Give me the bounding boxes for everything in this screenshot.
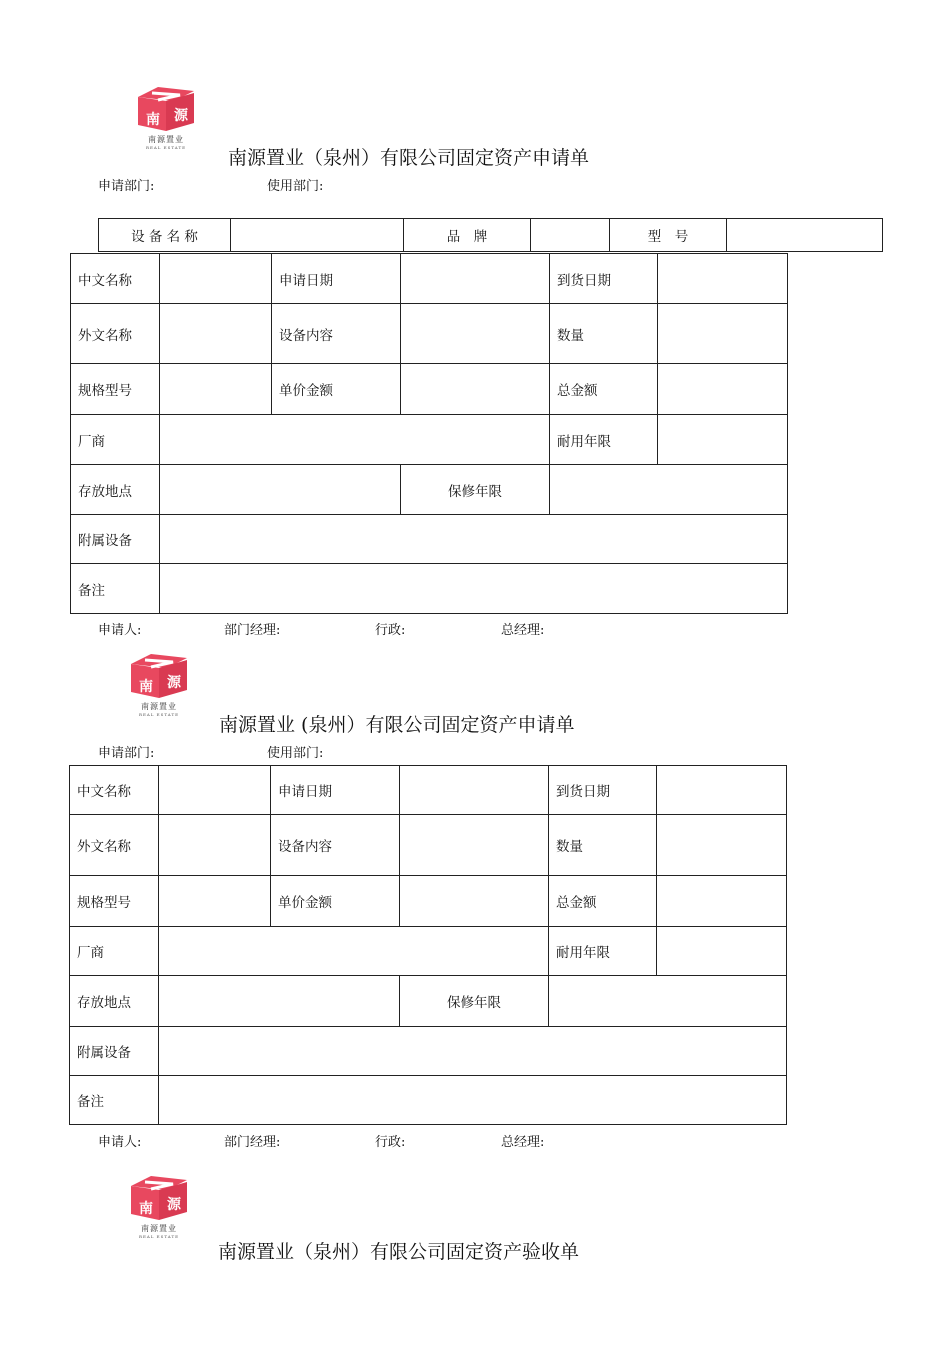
location-field[interactable]: [160, 465, 401, 515]
company-logo: [127, 650, 191, 717]
total-amount-label: 总金额: [550, 364, 658, 415]
spec-model-field[interactable]: [159, 876, 271, 927]
warranty-label: 保修年限: [400, 976, 549, 1027]
brand-field[interactable]: [531, 219, 610, 252]
service-life-field[interactable]: [657, 927, 787, 976]
manufacturer-field[interactable]: [160, 415, 550, 465]
cn-name-field[interactable]: [159, 766, 271, 815]
remarks-label: 备注: [70, 1076, 159, 1125]
service-life-label: 耐用年限: [549, 927, 657, 976]
manufacturer-label: 厂商: [71, 415, 160, 465]
equipment-name-field[interactable]: [231, 219, 404, 252]
accessories-label: 附属设备: [70, 1027, 159, 1076]
form1-equipment-row: [98, 218, 883, 252]
logo-english-text: REAL ESTATE: [145, 145, 187, 150]
quantity-label: 数量: [549, 815, 657, 876]
equip-content-label: 设备内容: [272, 304, 401, 364]
form1-dept-manager-label: 部门经理:: [224, 623, 281, 638]
apply-date-field[interactable]: [401, 254, 550, 304]
logo-chinese-text: 南源置业: [148, 135, 184, 144]
quantity-label: 数量: [550, 304, 658, 364]
unit-price-field[interactable]: [401, 364, 550, 415]
brand-label: 品 牌: [404, 219, 531, 252]
remarks-field[interactable]: [160, 564, 788, 614]
logo-glyph-1: 南: [139, 1201, 153, 1217]
accessories-field[interactable]: [160, 515, 788, 564]
total-amount-field[interactable]: [657, 876, 787, 927]
arrival-date-field[interactable]: [658, 254, 788, 304]
cn-name-label: 中文名称: [71, 254, 160, 304]
remarks-field[interactable]: [159, 1076, 787, 1125]
logo-glyph-1: 南: [139, 679, 153, 695]
unit-price-field[interactable]: [400, 876, 549, 927]
quantity-field[interactable]: [658, 304, 788, 364]
foreign-name-field[interactable]: [160, 304, 272, 364]
logo-glyph-2: 源: [167, 675, 181, 691]
cn-name-label: 中文名称: [70, 766, 159, 815]
form2-table: [69, 765, 787, 1125]
form2-gm-label: 总经理:: [501, 1135, 545, 1150]
form2-dept-manager-label: 部门经理:: [224, 1135, 281, 1150]
cn-name-field[interactable]: [160, 254, 272, 304]
logo-glyph-2: 源: [174, 108, 188, 124]
service-life-label: 耐用年限: [550, 415, 658, 465]
location-field[interactable]: [159, 976, 400, 1027]
apply-date-label: 申请日期: [271, 766, 400, 815]
service-life-field[interactable]: [658, 415, 788, 465]
accessories-field[interactable]: [159, 1027, 787, 1076]
total-amount-label: 总金额: [549, 876, 657, 927]
company-logo: [134, 83, 198, 150]
logo-glyph-1: 南: [146, 112, 160, 128]
equip-content-label: 设备内容: [271, 815, 400, 876]
form1-title: 南源置业（泉州）有限公司固定资产申请单: [228, 147, 590, 169]
warranty-field[interactable]: [550, 465, 788, 515]
logo-chinese-text: 南源置业: [141, 702, 177, 711]
unit-price-label: 单价金额: [271, 876, 400, 927]
foreign-name-field[interactable]: [159, 815, 271, 876]
arrival-date-label: 到货日期: [550, 254, 658, 304]
form1-admin-label: 行政:: [375, 623, 406, 638]
arrival-date-label: 到货日期: [549, 766, 657, 815]
form2-use-dept-label: 使用部门:: [267, 746, 324, 761]
model-field[interactable]: [727, 219, 883, 252]
remarks-label: 备注: [71, 564, 160, 614]
form3-title: 南源置业（泉州）有限公司固定资产验收单: [218, 1241, 580, 1263]
spec-model-field[interactable]: [160, 364, 272, 415]
form1-apply-dept-label: 申请部门:: [98, 179, 155, 194]
company-logo: [127, 1172, 191, 1239]
form1-table: [70, 253, 788, 614]
equip-content-field[interactable]: [400, 815, 549, 876]
equip-content-field[interactable]: [401, 304, 550, 364]
logo-english-text: REAL ESTATE: [138, 1234, 180, 1239]
logo-chinese-text: 南源置业: [141, 1224, 177, 1233]
equipment-name-label: 设 备 名 称: [99, 219, 231, 252]
form1-gm-label: 总经理:: [501, 623, 545, 638]
quantity-field[interactable]: [657, 815, 787, 876]
form1-use-dept-label: 使用部门:: [267, 179, 324, 194]
apply-date-field[interactable]: [400, 766, 549, 815]
logo-english-text: REAL ESTATE: [138, 712, 180, 717]
foreign-name-label: 外文名称: [70, 815, 159, 876]
spec-model-label: 规格型号: [70, 876, 159, 927]
form2-apply-dept-label: 申请部门:: [98, 746, 155, 761]
form2-admin-label: 行政:: [375, 1135, 406, 1150]
unit-price-label: 单价金额: [272, 364, 401, 415]
form2-title: 南源置业 (泉州）有限公司固定资产申请单: [219, 714, 575, 736]
spec-model-label: 规格型号: [71, 364, 160, 415]
manufacturer-label: 厂商: [70, 927, 159, 976]
accessories-label: 附属设备: [71, 515, 160, 564]
warranty-label: 保修年限: [401, 465, 550, 515]
logo-glyph-2: 源: [167, 1197, 181, 1213]
apply-date-label: 申请日期: [272, 254, 401, 304]
model-label: 型 号: [610, 219, 727, 252]
form2-applicant-label: 申请人:: [98, 1135, 142, 1150]
arrival-date-field[interactable]: [657, 766, 787, 815]
location-label: 存放地点: [71, 465, 160, 515]
manufacturer-field[interactable]: [159, 927, 549, 976]
location-label: 存放地点: [70, 976, 159, 1027]
total-amount-field[interactable]: [658, 364, 788, 415]
foreign-name-label: 外文名称: [71, 304, 160, 364]
form1-applicant-label: 申请人:: [98, 623, 142, 638]
warranty-field[interactable]: [549, 976, 787, 1027]
